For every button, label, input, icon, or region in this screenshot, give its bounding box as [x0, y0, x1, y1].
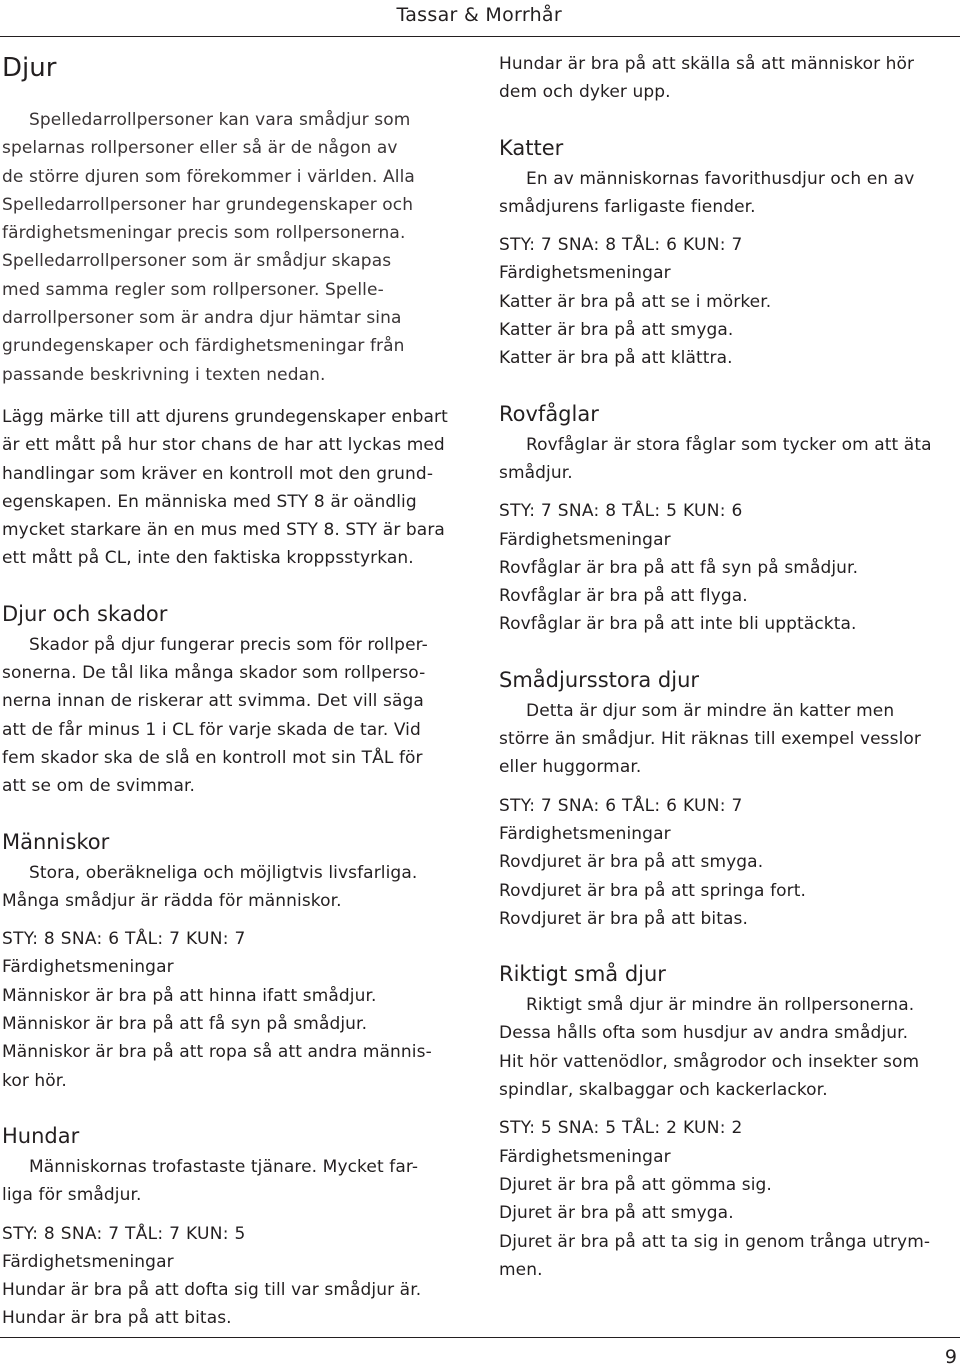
section-line: Detta är djur som är mindre än katter men	[526, 700, 895, 721]
tiny-animals-section	[499, 959, 955, 1284]
section-line: liga för smådjur.	[2, 1185, 142, 1206]
skill-line: men.	[499, 1259, 543, 1280]
stat-line: STY: 8 SNA: 7 TÅL: 7 KUN: 5	[2, 1223, 246, 1244]
skill-line: Katter är bra på att se i mörker.	[499, 291, 772, 312]
skill-line: Rovdjuret är bra på att smyga.	[499, 852, 764, 873]
section-line: Många smådjur är rädda för människor.	[2, 890, 342, 911]
dogs-section	[2, 1121, 470, 1333]
skill-line: Rovfåglar är bra på att få syn på smådjur.	[499, 557, 859, 578]
skill-line: Hundar är bra på att skälla så att människor hör	[499, 54, 915, 74]
skills-label: Färdighetsmeningar	[499, 1146, 671, 1167]
section-line: smådjur.	[499, 462, 573, 483]
section-line: att de får minus 1 i CL för varje skada de tar. Vid	[2, 719, 421, 740]
humans-section	[2, 827, 470, 1095]
skill-line: Djuret är bra på att ta sig in genom trånga utrym-	[499, 1231, 931, 1252]
skill-line: Människor är bra på att få syn på smådjur.	[2, 1014, 368, 1035]
stat-line: STY: 8 SNA: 6 TÅL: 7 KUN: 7	[2, 929, 246, 950]
section-heading: Människor	[2, 829, 110, 854]
section-line: Hit hör vattenödlor, smågrodor och insekter som	[499, 1051, 920, 1072]
right-column	[499, 50, 955, 1284]
intro-line: de större djuren som förekommer i världen. Alla	[2, 166, 415, 187]
stat-line: STY: 7 SNA: 8 TÅL: 5 KUN: 6	[499, 501, 743, 522]
note-line: Lägg märke till att djurens grundegenskaper enbart	[2, 406, 448, 427]
note-paragraph	[2, 403, 470, 573]
page-number: 9	[944, 1346, 957, 1368]
skills-label: Färdighetsmeningar	[2, 1251, 174, 1272]
skill-line: Människor är bra på att hinna ifatt smådjur.	[2, 985, 377, 1006]
section-line: Rovfåglar är stora fåglar som tycker om att äta	[526, 434, 932, 455]
injury-section	[2, 599, 470, 801]
page-title: Djur	[2, 53, 57, 83]
intro-line: darrollpersoner som är andra djur hämtar sina	[2, 308, 402, 329]
skill-line: kor hör.	[2, 1070, 67, 1091]
intro-line: med samma regler som rollpersoner. Spelle-	[2, 279, 384, 300]
note-line: mycket starkare än en mus med STY 8. STY är bara	[2, 520, 445, 541]
skill-line: Katter är bra på att smyga.	[499, 320, 734, 341]
section-line: Stora, oberäkneliga och möjligtvis livsfarliga.	[29, 862, 418, 883]
skills-label: Färdighetsmeningar	[2, 957, 174, 978]
medium-animals-section	[499, 665, 955, 933]
section-line: fem skador ska de slå en kontroll mot sin TÅL för	[2, 747, 423, 768]
section-line: Människornas trofastaste tjänare. Mycket far-	[29, 1156, 419, 1177]
section-heading: Djur och skador	[2, 601, 168, 626]
skill-line: Rovfåglar är bra på att inte bli upptäckta.	[499, 614, 857, 635]
section-line: sonerna. De tål lika många skador som rollperso-	[2, 663, 426, 684]
intro-line: spelarnas rollpersoner eller så är de någon av	[2, 138, 398, 159]
intro-line: passande beskrivning i texten nedan.	[2, 364, 326, 385]
section-heading: Riktigt små djur	[499, 962, 666, 987]
intro-line: grundegenskaper och färdighetsmeningar från	[2, 336, 405, 357]
stat-line: STY: 7 SNA: 6 TÅL: 6 KUN: 7	[499, 795, 743, 816]
skill-line: Hundar är bra på att bitas.	[2, 1308, 232, 1329]
stat-line: STY: 7 SNA: 8 TÅL: 6 KUN: 7	[499, 235, 743, 256]
skill-line: Rovfåglar är bra på att flyga.	[499, 586, 748, 607]
intro-line: färdighetsmeningar precis som rollpersonerna.	[2, 223, 406, 244]
skill-line: Rovdjuret är bra på att bitas.	[499, 908, 748, 929]
section-line: spindlar, skalbaggar och kackerlackor.	[499, 1080, 828, 1101]
intro-paragraph	[2, 106, 470, 389]
skills-label: Färdighetsmeningar	[499, 529, 671, 550]
section-line: nerna innan de riskerar att svimma. Det vill säga	[2, 691, 424, 712]
skill-line: Djuret är bra på att gömma sig.	[499, 1174, 772, 1195]
raptors-section	[499, 399, 955, 639]
note-line: egenskapen. En människa med STY 8 är oändlig	[2, 491, 417, 512]
section-line: Skador på djur fungerar precis som för rollper-	[29, 634, 428, 655]
intro-line: Spelledarrollpersoner kan vara smådjur som	[29, 110, 411, 130]
stat-line: STY: 5 SNA: 5 TÅL: 2 KUN: 2	[499, 1118, 743, 1139]
section-heading: Katter	[499, 135, 564, 160]
dogs-continued	[499, 50, 955, 107]
skills-label: Färdighetsmeningar	[499, 823, 671, 844]
header-rule	[0, 36, 960, 37]
note-line: ett mått på CL, inte den faktiska kroppsstyrkan.	[2, 548, 414, 569]
section-line: att se om de svimmar.	[2, 776, 196, 797]
section-heading: Smådjursstora djur	[499, 667, 700, 692]
section-heading: Hundar	[2, 1123, 80, 1148]
skill-line: Hundar är bra på att dofta sig till var smådjur är.	[2, 1280, 422, 1301]
section-line: smådjurens farligaste fiender.	[499, 196, 756, 217]
skills-label: Färdighetsmeningar	[499, 263, 671, 284]
skill-line: Människor är bra på att ropa så att andra männis-	[2, 1042, 432, 1063]
section-line: En av människornas favorithusdjur och en av	[526, 168, 915, 189]
intro-line: Spelledarrollpersoner som är smådjur skapas	[2, 251, 392, 272]
cats-section	[499, 133, 955, 373]
skill-line: Rovdjuret är bra på att springa fort.	[499, 880, 807, 901]
section-heading: Rovfåglar	[499, 401, 599, 426]
page-header: Tassar & Morrhår	[396, 4, 562, 26]
skill-line: Djuret är bra på att smyga.	[499, 1203, 734, 1224]
intro-line: Spelledarrollpersoner har grundegenskaper och	[2, 194, 414, 215]
section-line: Riktigt små djur är mindre än rollpersonerna.	[526, 995, 915, 1016]
section-line: större än smådjur. Hit räknas till exempel vesslor	[499, 729, 922, 750]
section-line: Dessa hålls ofta som husdjur av andra smådjur.	[499, 1023, 909, 1044]
skill-line: dem och dyker upp.	[499, 82, 671, 103]
footer-rule	[0, 1337, 960, 1338]
note-line: handlingar som kräver en kontroll mot den grund-	[2, 463, 434, 484]
section-line: eller huggormar.	[499, 757, 642, 778]
left-column	[2, 50, 470, 1333]
skill-line: Katter är bra på att klättra.	[499, 348, 733, 369]
note-line: är ett mått på hur stor chans de har att lyckas med	[2, 435, 445, 456]
